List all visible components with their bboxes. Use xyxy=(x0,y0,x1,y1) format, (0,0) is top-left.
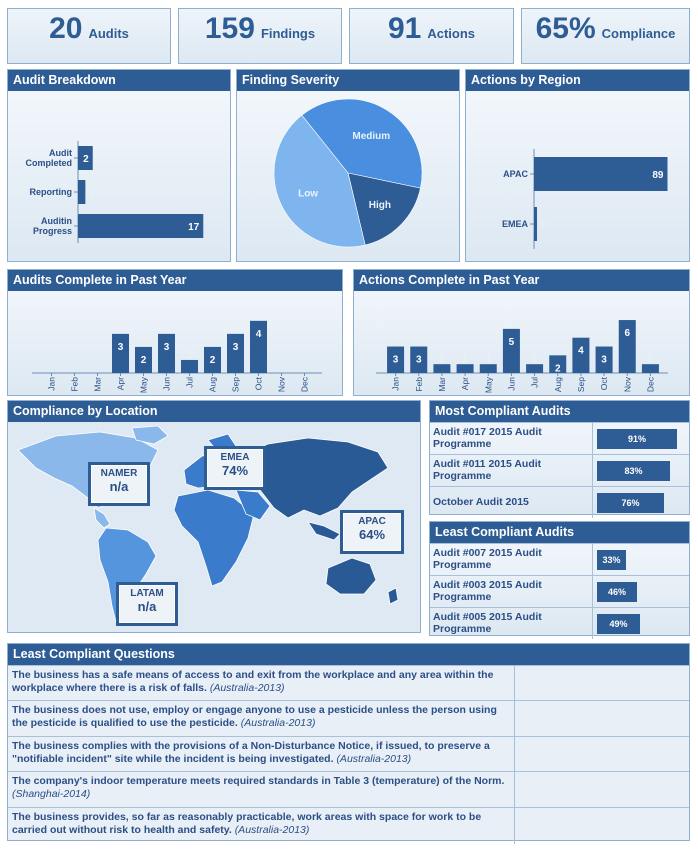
tick-label: EMEA xyxy=(501,219,528,229)
panel-title: Finding Severity xyxy=(237,70,459,91)
panel-title: Actions Complete in Past Year xyxy=(354,270,689,291)
tick-label: Dec xyxy=(299,377,310,393)
tick-label: Sep xyxy=(230,377,241,393)
question-text: The business has a safe means of access to and exit from the workplace and any area within the workplace where there is a risk of falls. xyxy=(12,669,494,694)
question-row xyxy=(8,736,689,771)
bar xyxy=(526,364,543,373)
slice-label: High xyxy=(368,199,391,211)
finding-severity-panel xyxy=(236,69,460,262)
tick-label: Apr xyxy=(460,377,471,391)
bar xyxy=(158,334,175,373)
data-label: 1 xyxy=(531,354,538,366)
kpi-findings xyxy=(178,8,342,64)
tick-label: Aug xyxy=(207,377,218,393)
question-text: The business complies with the provisions of a Non-Disturbance Notice, if issued, to preserve a "notifiable incident" site while the incident is being investigated. xyxy=(12,740,490,765)
map-label-namer xyxy=(88,462,150,506)
tick-label: Nov xyxy=(276,377,287,393)
compliance-bar: 91% xyxy=(597,429,677,449)
data-label: 2 xyxy=(83,154,89,165)
compliance-bar: 76% xyxy=(597,493,664,513)
question-location: (Australia-2013) xyxy=(234,824,310,836)
data-label: 5 xyxy=(508,336,515,348)
bar xyxy=(181,360,198,373)
question-text: The business does not use, employ or engage anyone to use a pesticide unless the person using the pesticide is qualified to use the pesticide. xyxy=(12,704,497,729)
map-region-value: n/a xyxy=(109,479,129,494)
kpi-audits xyxy=(7,8,171,64)
question-row xyxy=(8,771,689,807)
bar xyxy=(112,334,129,373)
empty-cell xyxy=(515,772,689,807)
finding-severity-chart xyxy=(237,91,459,261)
empty-cell xyxy=(515,666,689,700)
question-cell[interactable] xyxy=(8,808,515,844)
tick-label: Sep xyxy=(575,377,586,393)
tick-label: APAC xyxy=(503,169,528,179)
audit-name[interactable]: October Audit 2015 xyxy=(430,487,593,518)
tick-label: Jan xyxy=(46,377,57,391)
empty-cell xyxy=(515,808,689,844)
map-region-name: LATAM xyxy=(130,588,164,599)
question-location: (Shanghai-2014) xyxy=(12,788,91,800)
map-region-value: 64% xyxy=(358,527,386,542)
data-label: 1 xyxy=(186,349,193,361)
bar xyxy=(534,157,668,191)
panel-title: Least Compliant Audits xyxy=(430,522,689,543)
tick-label: Oct xyxy=(253,377,264,391)
audit-name[interactable]: Audit #011 2015 Audit Programme xyxy=(430,455,593,486)
tick-label: Mar xyxy=(436,377,447,392)
audit-name[interactable]: Audit #007 2015 Audit Programme xyxy=(430,544,593,575)
map-region-name: APAC xyxy=(358,516,386,527)
data-label: 1 xyxy=(485,354,492,366)
kpi-actions xyxy=(349,8,514,64)
tick-label: Reporting xyxy=(29,187,72,197)
audit-name[interactable]: Audit #003 2015 Audit Programme xyxy=(430,576,593,607)
actions-by-region-chart xyxy=(466,91,689,261)
question-row xyxy=(8,665,689,700)
question-text: The business provides, so far as reasonably practicable, work areas with space for work to be carried out without risk to health and safety. xyxy=(12,811,482,836)
bar xyxy=(457,364,474,373)
data-label: 3 xyxy=(117,341,124,353)
tick-label: Jan xyxy=(390,377,401,391)
bar xyxy=(78,214,203,238)
kpi-value: 20 xyxy=(49,12,83,45)
least-questions-panel xyxy=(7,643,690,841)
panel-title: Audits Complete in Past Year xyxy=(8,270,342,291)
bar xyxy=(480,364,497,373)
compliance-bar: 83% xyxy=(597,461,670,481)
map-region-name: EMEA xyxy=(220,452,250,463)
panel-title: Audit Breakdown xyxy=(8,70,230,91)
tick-label: Audit xyxy=(49,148,72,158)
question-location: (Australia-2013) xyxy=(240,717,316,729)
data-label: 1 xyxy=(647,354,654,366)
data-label: 1 xyxy=(462,354,468,366)
question-row xyxy=(8,807,689,844)
data-label: 4 xyxy=(578,345,584,357)
kpi-label: Findings xyxy=(260,26,316,41)
question-cell[interactable] xyxy=(8,701,515,736)
tick-label: Auditin xyxy=(41,216,72,226)
data-label: 1 xyxy=(439,354,445,366)
data-label: 3 xyxy=(163,341,170,353)
audit-breakdown-panel xyxy=(7,69,231,262)
tick-label: Feb xyxy=(413,377,424,392)
kpi-label: Audits xyxy=(88,26,129,41)
empty-cell xyxy=(515,701,689,736)
most-compliant-panel xyxy=(429,400,690,515)
panel-title: Compliance by Location xyxy=(8,401,420,422)
question-location: (Australia-2013) xyxy=(336,753,412,765)
tick-label: Jun xyxy=(161,377,172,391)
actions-complete-panel xyxy=(353,269,690,396)
tick-label: Jun xyxy=(506,377,517,391)
map-label-apac xyxy=(340,510,404,554)
audit-name[interactable]: Audit #017 2015 Audit Programme xyxy=(430,423,593,454)
data-label: 3 xyxy=(392,354,399,366)
tick-label: Mar xyxy=(92,377,103,392)
tick-label: Apr xyxy=(115,377,126,391)
slice-label: Low xyxy=(298,188,319,200)
tick-label: Aug xyxy=(552,377,563,393)
compliance-row xyxy=(430,454,689,486)
data-label: 2 xyxy=(554,363,561,375)
data-label: 2 xyxy=(140,354,147,366)
tick-label: Jul xyxy=(529,377,540,388)
panel-title: Actions by Region xyxy=(466,70,689,91)
tick-label: Nov xyxy=(622,377,633,393)
tick-label: Completed xyxy=(25,158,72,168)
compliance-row xyxy=(430,422,689,454)
question-location: (Australia-2013) xyxy=(209,682,285,694)
bar xyxy=(503,329,520,373)
compliance-row xyxy=(430,486,689,518)
map-region-name: NAMER xyxy=(100,468,138,479)
tick-label: Feb xyxy=(69,377,80,392)
compliance-bar: 33% xyxy=(597,550,626,570)
tick-label: May xyxy=(138,377,149,394)
audits-complete-chart xyxy=(8,291,342,395)
question-cell[interactable] xyxy=(8,666,515,700)
panel-title: Most Compliant Audits xyxy=(430,401,689,422)
compliance-bar: 49% xyxy=(597,614,640,634)
data-label: 3 xyxy=(601,354,607,366)
map-region-value: n/a xyxy=(137,599,157,614)
compliance-row xyxy=(430,607,689,639)
tick-label: Oct xyxy=(599,377,610,391)
panel-title: Least Compliant Questions xyxy=(8,644,689,665)
kpi-value: 65% xyxy=(535,12,596,45)
question-cell[interactable] xyxy=(8,772,515,807)
actions-by-region-panel xyxy=(465,69,690,262)
compliance-row xyxy=(430,543,689,575)
kpi-compliance xyxy=(521,8,690,64)
empty-cell xyxy=(515,737,689,771)
question-cell[interactable] xyxy=(8,737,515,771)
data-label: 1 xyxy=(88,188,94,199)
data-label: 3 xyxy=(415,354,422,366)
data-label: 2 xyxy=(540,220,546,231)
audit-breakdown-chart xyxy=(8,91,230,261)
map-region-value: 74% xyxy=(221,463,249,478)
least-compliant-panel xyxy=(429,521,690,636)
tick-label: Progress xyxy=(32,226,72,236)
data-label: 3 xyxy=(232,341,239,353)
kpi-value: 91 xyxy=(387,12,422,45)
audit-name[interactable]: Audit #005 2015 Audit Programme xyxy=(430,608,593,639)
audits-complete-panel xyxy=(7,269,343,396)
slice-label: Medium xyxy=(352,131,391,143)
kpi-label: Actions xyxy=(427,26,476,41)
compliance-by-location-panel xyxy=(7,400,421,633)
data-label: 2 xyxy=(209,354,216,366)
data-label: 89 xyxy=(652,170,664,181)
data-label: 6 xyxy=(624,328,631,340)
bar xyxy=(78,180,85,204)
tick-label: Jul xyxy=(184,377,195,388)
tick-label: Dec xyxy=(645,377,656,393)
tick-label: May xyxy=(483,377,494,394)
data-label: 17 xyxy=(188,222,200,233)
world-map xyxy=(8,422,420,632)
actions-complete-chart xyxy=(354,291,689,395)
map-label-emea xyxy=(204,446,266,490)
map-label-latam xyxy=(116,582,178,626)
question-text: The company's indoor temperature meets required standards in Table 3 (temperature) of the Norm. xyxy=(12,775,505,787)
bar xyxy=(642,364,659,373)
bar xyxy=(433,364,450,373)
compliance-bar: 46% xyxy=(597,582,637,602)
bar xyxy=(227,334,244,373)
bar xyxy=(534,207,537,241)
question-row xyxy=(8,700,689,736)
compliance-row xyxy=(430,575,689,607)
data-label: 4 xyxy=(255,328,262,340)
kpi-value: 159 xyxy=(204,12,255,45)
kpi-label: Compliance xyxy=(601,26,676,41)
